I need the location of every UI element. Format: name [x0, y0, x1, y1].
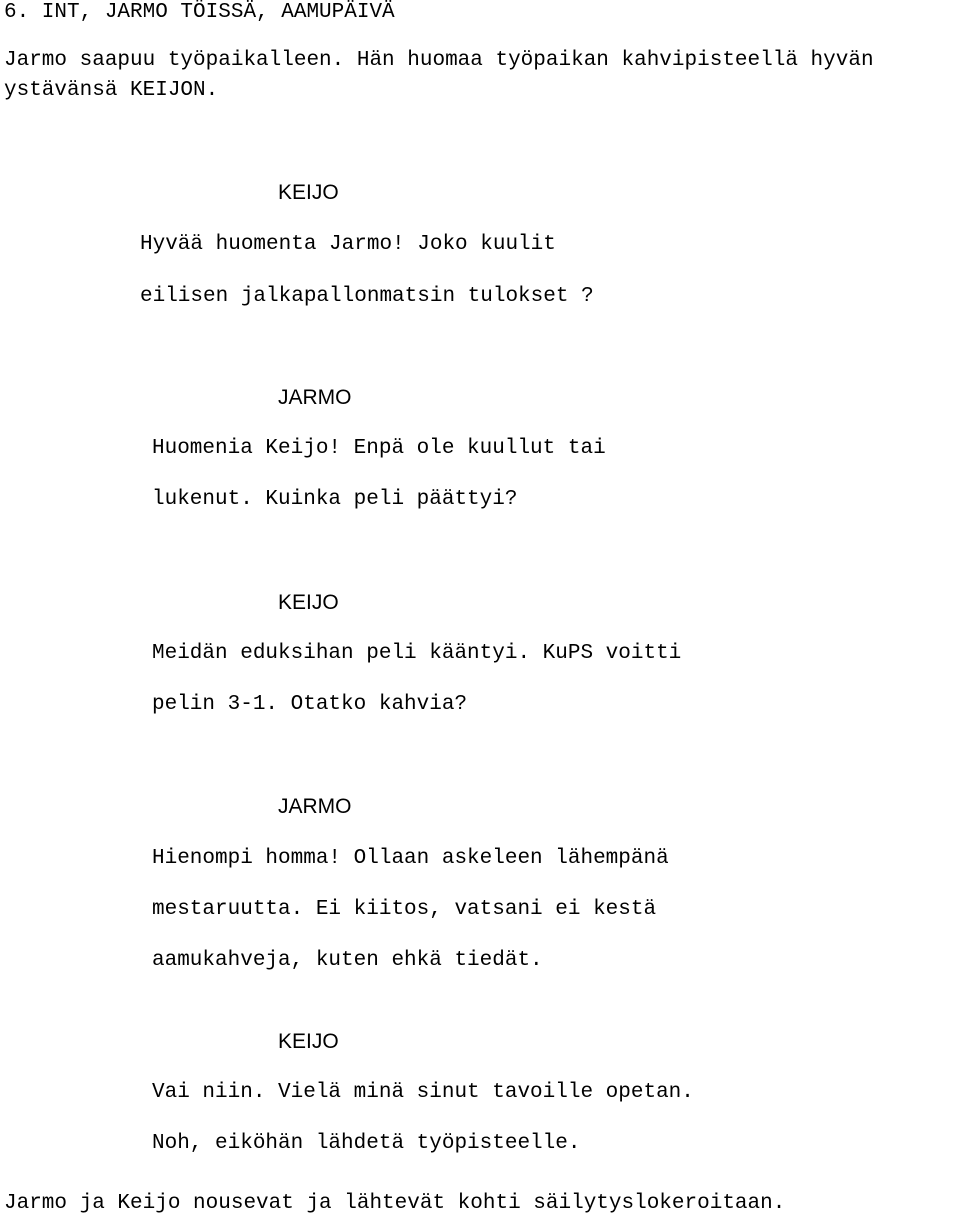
dialogue-line: aamukahveja, kuten ehkä tiedät. — [152, 949, 543, 972]
dialogue-line: Huomenia Keijo! Enpä ole kuullut tai — [152, 437, 606, 460]
scene-heading: 6. INT, JARMO TÖISSÄ, AAMUPÄIVÄ — [4, 1, 395, 24]
dialogue-line: Meidän eduksihan peli kääntyi. KuPS voitti — [152, 642, 682, 665]
dialogue-line: lukenut. Kuinka peli päättyi? — [152, 488, 518, 511]
character-name: JARMO — [278, 386, 352, 409]
dialogue-line: Vai niin. Vielä minä sinut tavoille opetan. — [152, 1081, 694, 1104]
dialogue-line: Noh, eiköhän lähdetä työpisteelle. — [152, 1132, 581, 1155]
dialogue-line: Hyvää huomenta Jarmo! Joko kuulit — [140, 233, 556, 256]
character-name: JARMO — [278, 795, 352, 818]
dialogue-line: pelin 3-1. Otatko kahvia? — [152, 693, 468, 716]
action-line: Jarmo ja Keijo nousevat ja lähtevät kohti säilytyslokeroitaan. — [4, 1192, 786, 1215]
action-line: Jarmo saapuu työpaikalleen. Hän huomaa työpaikan kahvipisteellä hyvän — [4, 49, 874, 72]
dialogue-line: Hienompi homma! Ollaan askeleen lähempänä — [152, 847, 669, 870]
action-line: ystävänsä KEIJON. — [4, 79, 219, 102]
dialogue-line: mestaruutta. Ei kiitos, vatsani ei kestä — [152, 898, 657, 921]
character-name: KEIJO — [278, 1030, 339, 1053]
dialogue-line: eilisen jalkapallonmatsin tulokset ? — [140, 285, 594, 308]
character-name: KEIJO — [278, 591, 339, 614]
character-name: KEIJO — [278, 181, 339, 204]
